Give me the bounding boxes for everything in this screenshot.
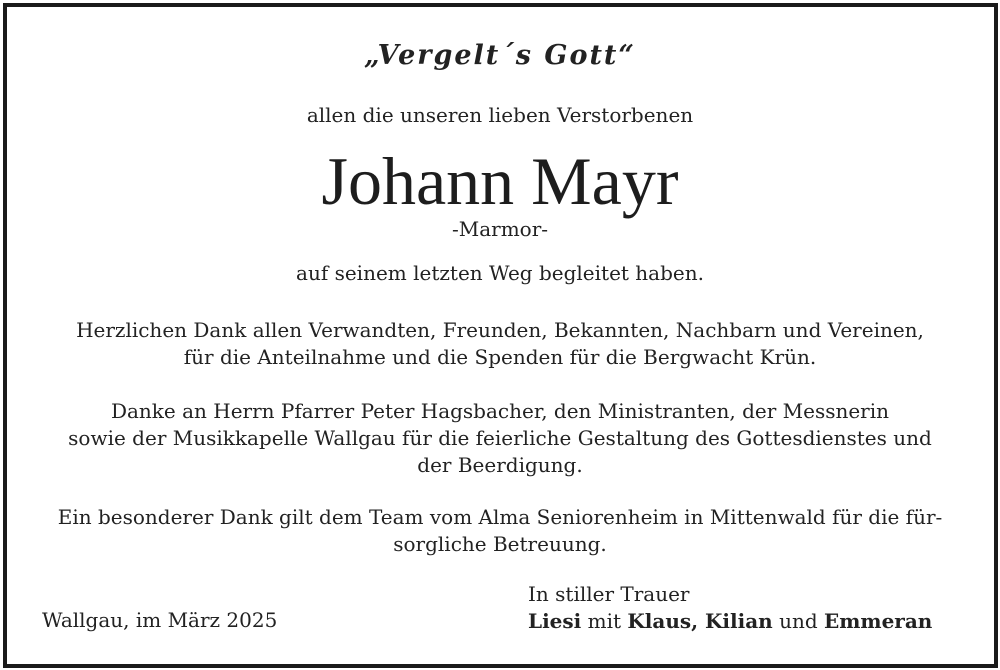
- mourning-line: In stiller Trauer: [528, 582, 690, 606]
- after-name-text: auf seinem letzten Weg begleitet haben.: [296, 261, 704, 285]
- paragraph-line: Ein besonderer Dank gilt dem Team vom Alma Seniorenheim in Mittenwald für die für-: [57, 505, 943, 529]
- family-names: [528, 608, 932, 635]
- family-connector: und: [772, 609, 824, 633]
- deceased-name: Johann Mayr: [321, 143, 679, 219]
- thanks-paragraph-3: [0, 504, 1000, 558]
- mourning-block: [528, 581, 932, 635]
- paragraph-line: Danke an Herrn Pfarrer Peter Hagsbacher, den Ministranten, der Messnerin: [110, 399, 890, 423]
- paragraph-line: sowie der Musikkapelle Wallgau für die feierliche Gestaltung des Gottesdienstes und: [68, 426, 932, 450]
- notice-header: „Vergelt´s Gott“: [364, 40, 636, 71]
- paragraph-line: Herzlichen Dank allen Verwandten, Freunden, Bekannten, Nachbarn und Vereinen,: [76, 318, 924, 342]
- intro-text: allen die unseren lieben Verstorbenen: [306, 103, 694, 127]
- place-date: Wallgau, im März 2025: [42, 608, 278, 632]
- thanks-paragraph-2: [0, 398, 1000, 479]
- paragraph-line: für die Anteilnahme und die Spenden für die Bergwacht Krün.: [183, 345, 817, 369]
- family-name-liesi: Liesi: [528, 609, 582, 633]
- paragraph-line: sorgliche Betreuung.: [393, 532, 607, 556]
- thanks-paragraph-1: [0, 317, 1000, 371]
- deceased-nickname: -Marmor-: [451, 217, 549, 241]
- family-connector: mit: [581, 609, 628, 633]
- family-name-emmeran: Emmeran: [824, 609, 933, 633]
- paragraph-line: der Beerdigung.: [417, 453, 583, 477]
- family-name-klaus-kilian: Klaus, Kilian: [627, 609, 773, 633]
